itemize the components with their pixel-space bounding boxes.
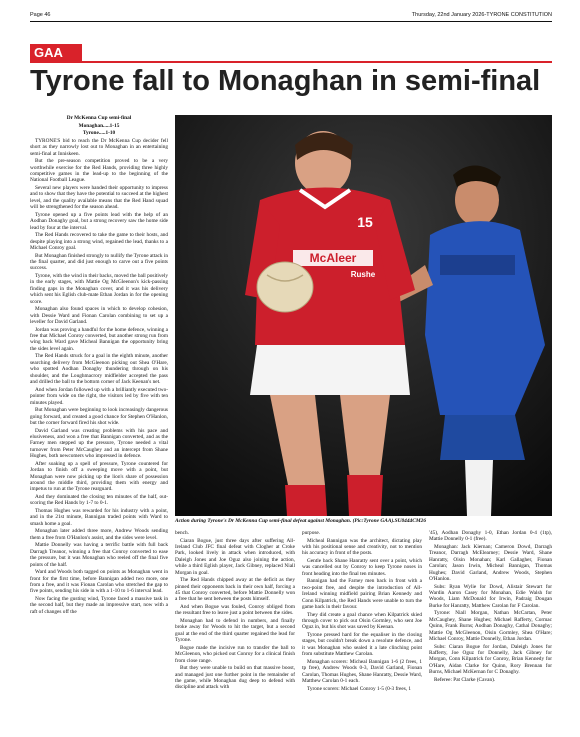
subhead-score-monaghan: Monaghan.....1-15: [78, 122, 120, 129]
paragraph: Bannigan had the Farney men back in front with a two-point free, and despite the introduction of All-Ireland winning midfield pairing Brian Kennedy and Conn Kilpatrick, the Red Hands were unable to turn the game back in their favour.: [302, 578, 422, 611]
paragraph: David Garland was creating problems with his pace and elusiveness, and won a free that Bannigan converted, and as the Farney men stepped up the pressure, Tyrone needed a vital turnover from Peter McCaughey and an intercept from Shane Hughes, both newcomers who impressed in defence.: [30, 427, 168, 460]
article-column-3: [302, 530, 422, 727]
paragraph: Subs: Ciaran Bogue for Jordan, Daleigh Jones for Rafferty, Joe Oguz for Donnelly, Jack Gibney for Morgan, Conn Kilpatrick for Conroy, Brian Kennedy for O'Hare, Aidan Clarke for Quinn, Rory Brennan for Burns, Michael McKernan for C Donaghy.: [429, 643, 552, 676]
paragraph: TYRONE'S bid to reach the Dr McKenna Cup decider fell short as they narrowly lost out to Monaghan in an entertaining semi-final at Inniskeen.: [30, 137, 168, 157]
paragraph: But they were unable to build on that massive boost, and managed just one further point in the remainder of the game, while Monaghan dug deep to defend with discipline and attack with: [175, 665, 295, 691]
headline: Tyrone fall to Monaghan in semi-final: [30, 65, 541, 97]
paragraph: They did create a goal chance when Kilpatrick skied through cover to pick out Oisin Gormley, who sent Joe Oguz in, but his shot was saved by Keenan.: [302, 611, 422, 631]
paragraph: After soaking up a spell of pressure, Tyrone countered for Jordan to finish off a sweeping move with a point, but Monaghan were now picking up the lion's share of possession around the middle third, providing them with energy and impetus to run at the Tyrone rearguard.: [30, 460, 168, 493]
paragraph: purpose.: [302, 530, 321, 536]
photo-caption: Action during Tyrone's Dr McKenna Cup semi-final defeat against Monaghan. (Pic:Tyrone GAA).SU0444CM26: [175, 518, 427, 524]
paragraph: Subs: Ryan Wylie for Dowd, Alistair Stewart for Wardin Aaron Casey for Monahan, Edie Walsh for Woods, Liam McDonald for Irwin, Padraig Dougan Burke for Hanratty, Matthew Carolan for F Carolan.: [429, 583, 552, 609]
article-column-4: [429, 530, 552, 727]
subhead-score-tyrone: Tyrone.....1-10: [82, 130, 116, 137]
article-column-1: [30, 115, 168, 727]
paragraph: The Red Hands recovered to take the game to their hosts, and despite playing into a strong wind, regained the lead, thanks to a Michael Conroy goal.: [30, 232, 168, 252]
section-rule: [30, 61, 552, 63]
paragraph: '45), Aodhan Donaghy 1-0, Ethan Jordan 0-4 (1tp), Mattie Donnelly 0-1 (free).: [429, 530, 552, 543]
paragraph: bench.: [175, 530, 189, 536]
article-column-2: [175, 530, 295, 727]
paragraph: Tyrone, with the wind in their backs, moved the ball positively in the early stages, with Mattie Og McGleenon's kick-passing finding gaps in the Monaghan cover, and it was his delivery which sent his Eglish club-mate Ethan Jordan in for the opening score.: [30, 273, 168, 305]
paragraph: Thomas Hughes was rewarded for his industry with a point, and in the 21st minute, Bannigan traded points with Ward to smash home a goal.: [30, 507, 168, 527]
paragraph: Mattie Donnelly was having a terrific battle with full back Darragh Treanor, winning a free that Conroy converted to ease the pressure, but it was Monaghan who reeled off the final five points of the half.: [30, 542, 168, 568]
paragraph: Tyrone opened up a five points lead with the help of an Aodhan Donaghy goal, but a strong recovery saw the home side lead by four at the interval.: [30, 211, 168, 231]
paragraph: Now facing the gusting wind, Tyrone faced a massive task in the second half, but they made an impressive start, now with a raft of changes off the: [30, 595, 168, 615]
match-photo: [175, 115, 552, 516]
page-header: [30, 10, 552, 20]
paragraph: Bogue made the incisive run to transfer the ball to McGleenon, who picked out Conroy for a clinical finish from close range.: [175, 644, 295, 664]
paragraph: Tyrone: Niall Morgan, Nathan McCartan, Peter McCaughey, Shane Hughes; Michael Rafferty, Cormac Quinn, Frank Burns; Aodhan Donaghy, Cathal Donaghy; Mattie Og McGleenon, Oisin Gormley, Shea O'Hare; Michael Conroy, Mattie Donnelly, Ethan Jordan.: [429, 610, 552, 643]
paragraph: Referee: Pat Clarke (Cavan).: [434, 676, 496, 683]
football-ball: [257, 262, 313, 312]
paragraph: The Red Hands struck for a goal in the eighth minute, another searching delivery from McGleenon picking out Shea O'Hare, who spotted Aodhan Donaghy thundering through on his shoulder, and the Loughmacrory midfielder accepted the pass and drilled the ball to the bottom corner of Jack Keenan's net.: [30, 353, 168, 386]
subhead-competition: Dr McKenna Cup semi-final: [66, 115, 132, 121]
paragraph: Monaghan also found spaces in which to develop cohesion, with Dessie Ward and Fionan Carolan combining to set up a leveller for David Garland.: [30, 306, 168, 326]
paragraph: But Monaghan were beginning to look increasingly dangerous going forward, and created a good chance for Stephen O'Hanlon, but the corner forward fired his shot wide.: [30, 407, 168, 426]
paragraph: And when Bogue was fouled, Conroy obliged from the resultant free to leave just a point between the sides.: [175, 604, 295, 617]
paragraph: But Monaghan finished strongly to nullify the Tyrone attack in the final quarter, and did just enough to carve out a five points success.: [30, 252, 168, 272]
paragraph: Monaghan: Jack Kiernan; Cameron Dowd, Darragh Treanor, Darragh McElearney; Dessie Ward, Shane Hanratty, Oisin Monahan; Karl Gallagher, Fionan Carolan; Jason Irwin, Micheal Bannigan, Thomas Hughes; David Garland, Andrew Woods, Stephen O'Hanlon.: [429, 544, 552, 583]
jersey-sponsor: McAleer: [309, 251, 357, 265]
paragraph: Tyrone scorers: Michael Conroy 1-5 (0-3 frees, 1: [307, 685, 412, 692]
section-label: GAA: [30, 44, 82, 61]
paragraph: Monaghan had to defend in numbers, and finally broke away for Woods to hit the target, but a second goal at the end of the third quarter regained the lead for Tyrone.: [175, 618, 295, 644]
jersey-number: 15: [357, 214, 373, 230]
paragraph: Ciaran Bogue, just three days after suffering All-Ireland Club JFC final defeat with Clogher at Croke Park, looked lively in attack when introduced, with Daleigh Jones and Joe Oguz also joining the action, while a third Eglish player, Jack Gibney, replaced Niall Morgan in goal.: [175, 537, 295, 576]
header-rule: [30, 21, 552, 22]
paragraph: Several new players were handed their opportunity to impress and to show that they have the potential to succeed at the highest level, and the quality available means that the Red Hand squad will be strengthened for the season ahead.: [30, 185, 168, 211]
paragraph: Jordan was proving a handful for the home defence, winning a free that Michael Conroy converted, but another strong run from wing back Ward gave Micheal Bannigan the opportunity bring the sides level again.: [30, 326, 168, 352]
paragraph: Monaghan scorers: Micheal Bannigan 1-6 (2 frees, 1 tp free), Andrew Woods 0-3, David Garland, Fionan Carolan, Thomas Hughes, Shane Hanratty, Dessie Ward, Matthew Carolan 0-1 each.: [302, 658, 422, 685]
paragraph: The Red Hands chipped away at the deficit as they pinned their opponents back in their own half, forcing a 45 that Conroy converted, before Mattie Donnelly won a free that he sent between the posts himself.: [175, 577, 295, 603]
paragraph: Gentle back Shane Hanratty sent over a point, which was cancelled out by Conroy to keep Tyrone noses in front heading into the final ten minutes.: [302, 558, 422, 577]
photo-illustration: [175, 115, 552, 516]
jersey-sponsor-2: Rushe: [350, 270, 376, 279]
paragraph: Tyrone pressed hard for the equaliser in the closing stages, but couldn't break down a resolute defence, and it was Monaghan who sealed it a late clinching point from substitute Matthew Carolan.: [302, 632, 422, 658]
paragraph: Micheal Bannigan was the architect, dictating play with his positional sense and creativity, not to mention his accuracy in front of the posts.: [302, 537, 422, 557]
paragraph: And when Jordan followed up with a brilliantly executed two-pointer from wide on the right, the visitors led by five with ten minutes played.: [30, 386, 168, 406]
page-number: Page 46: [30, 12, 51, 18]
paragraph: And they dominated the closing ten minutes of the half, out-scoring the Red Hands by 1-7 to 0-1.: [30, 493, 168, 507]
edition-line: Thursday, 22nd January 2026-TYRONE CONSTITUTION: [411, 12, 552, 18]
paragraph: But the pre-season competition proved to be a very worthwhile exercise for the Red Hands, providing three highly competitive games in the lead-up to the beginning of the National Football League.: [30, 158, 168, 184]
paragraph: Monaghan later added three more, Andrew Woods sending them a free from O'Hanlon's assist, and the sides were level.: [30, 528, 168, 541]
paragraph: Ward and Woods both tagged on points as Monaghan went in front for the first time, before Bannigan added two more, one from a free, and it was Fionan Carolan who stretched the gap to five points, sending his side in with a 1-10 to 1-6 interval lead.: [30, 569, 168, 595]
